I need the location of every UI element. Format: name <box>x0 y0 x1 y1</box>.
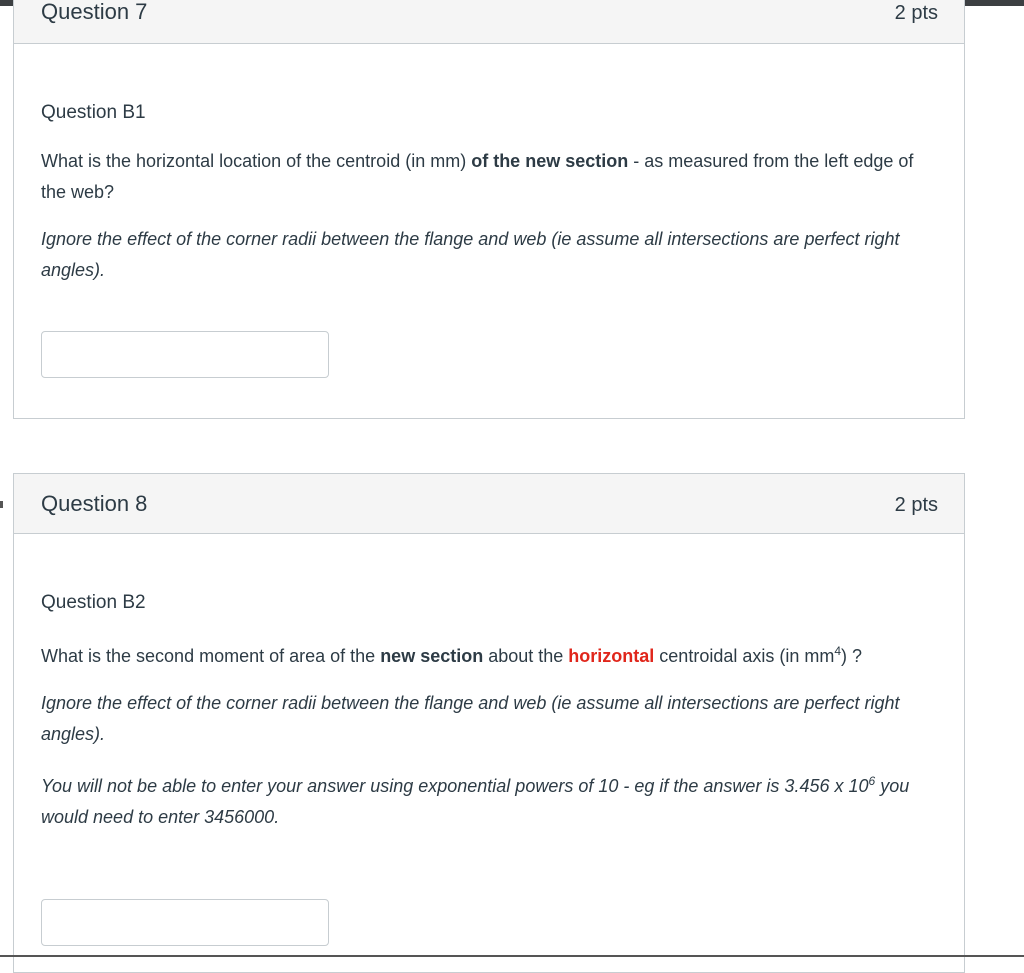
question-8-card <box>13 473 965 973</box>
question-7-card <box>13 0 965 419</box>
question-8-subtitle: Question B2 <box>41 592 146 613</box>
question-7-points: 2 pts <box>894 2 938 24</box>
question-7-header <box>14 0 964 44</box>
question-7-text: What is the horizontal location of the centroid (in mm) of the new section - as measured from the left edge of the web? <box>41 151 914 202</box>
question-7-title: Question 7 <box>41 0 148 24</box>
question-8-exponent-note: You will not be able to enter your answer using exponential powers of 10 - eg if the answer is 3.456 x $10^6$ you would need to enter 3456000. <box>41 774 910 827</box>
question-8-header <box>14 474 964 534</box>
question-8-body <box>41 592 934 833</box>
question-7-note: Ignore the effect of the corner radii between the flange and web (ie assume all intersections are perfect right angles). <box>41 229 900 280</box>
question-8-text: What is the second moment of area of the new section about the horizontal centroidal axis (in $mm^4$) ? <box>41 644 863 666</box>
question-7-subtitle: Question B1 <box>41 102 146 123</box>
question-8-title: Question 8 <box>41 491 148 516</box>
question-7-answer-input[interactable] <box>41 331 329 378</box>
question-8-points: 2 pts <box>894 494 938 516</box>
question-8-note: Ignore the effect of the corner radii between the flange and web (ie assume all intersections are perfect right angles). <box>41 693 900 744</box>
left-edge-marker <box>0 501 3 508</box>
question-7-body <box>41 102 934 286</box>
question-8-answer-input[interactable] <box>41 899 329 946</box>
